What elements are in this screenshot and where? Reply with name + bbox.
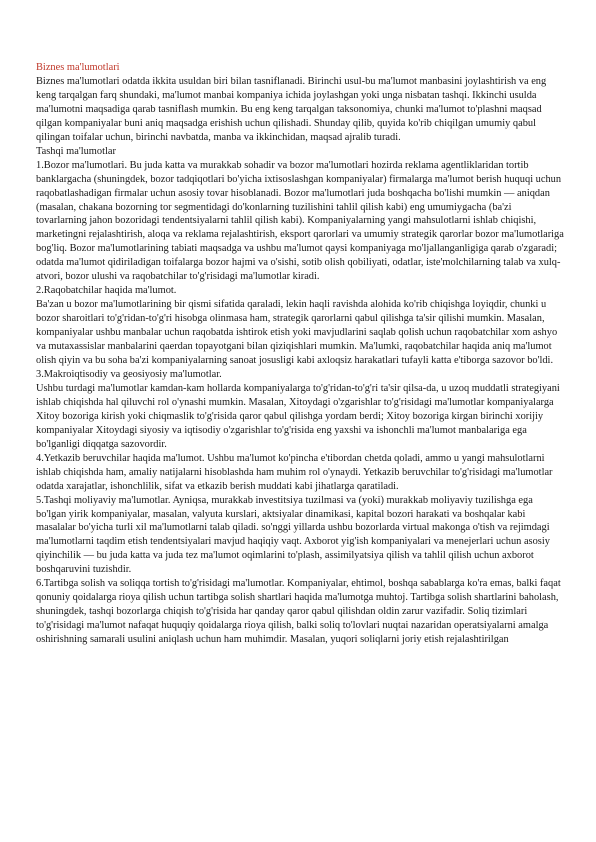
heading-macroeconomic-info: 3.Makroiqtisodiy va geosiyosiy ma'lumotlar. (36, 368, 222, 380)
paragraph-financial-info: 5.Tashqi moliyaviy ma'lumotlar. Ayniqsa, murakkab investitsiya tuzilmasi va (yoki) murakkab moliyaviy tuzilishga ega bo'lgan yirik kompaniyalar, masalan, valyuta kurslari, aktsiyalar dinamikasi, kapital bozori harakati va boshqalar kabi masalalar bo'yicha turli xil ma'lumotlarni talab qiladi. so'nggi yillarda ushbu bozorlarda virtual makonga o'tish va rejimdagi ma'lumotlarni taqdim etish tendentsiyalari mavjud haqiqiy vaqt. Axborot yig'ish kompaniyalari va menejerlari uchun asosiy qiyinchilik — bu juda katta va juda tez ma'lumot oqimlarini to'plash, assimilyatsiya qilish va tahlil qilish uchun axborot boshqaruvini tuzishdir. (36, 494, 550, 576)
paragraph-regulation-info: 6.Tartibga solish va soliqqa tortish to'g'risidagi ma'lumotlar. Kompaniyalar, ehtimol, boshqa sabablarga ko'ra emas, balki faqat qonuniy qoidalarga rioya qilish uchun tartibga solish shartlari haqida ma'lumotga muhtoj. Tartibga solish shartlarini baholash, shuningdek, tashqi bozorlarga chiqish to'g'risida har qanday qaror qabul qilishdan oldin zarur vazifadir. Soliq tizimlari to'g'risidagi ma'lumot nafaqat huquqiy qoidalarga rioya qilish, balki soliq to'lovlari nuqtai nazaridan operatsiyalarni amalga oshirishning samarali usulini aniqlash uchun ham muhimdir. Masalan, yuqori soliqlarni joriy etish rejalashtirilgan (36, 578, 561, 646)
heading-competitor-info: 2.Raqobatchilar haqida ma'lumot. (36, 285, 177, 297)
paragraph-supplier-info: 4.Yetkazib beruvchilar haqida ma'lumot. Ushbu ma'lumot ko'pincha e'tibordan chetda qoladi, ammo u yangi mahsulotlarni ishlab chiqishda ham, amaliy natijalarni hisoblashda ham muhim rol o'ynaydi. Yetkazib beruvchilar to'g'risidagi ma'lumotlar odatda xarajatlar, ishonchlilik, sifat va etkazib berish muddati kabi jihatlarga qaratiladi. (36, 452, 553, 492)
document-title: Biznes ma'lumotlari (36, 62, 120, 73)
section-subheading: Tashqi ma'lumotlar (36, 145, 116, 157)
paragraph-macroeconomic-info: Ushbu turdagi ma'lumotlar kamdan-kam hollarda kompaniyalarga to'g'ridan-to'g'ri ta'sir qilsa-da, u uzoq muddatli strategiyani ishlab chiqishda hal qiluvchi rol o'ynashi mumkin. Masalan, Xitoydagi o'zgarishlar to'g'risidagi ma'lumotlar kompaniyalarga Xitoy bozoriga kirish yoki chiqmaslik to'g'risida qaror qabul qilishga yordam berdi; Xitoy bozoriga kirgan birinchi xorijiy kompaniyalar Xitoydagi siyosiy va iqtisodiy o'zgarishlar to'g'risida eng yaxshi va ishonchli ma'lumot manbalariga ega bo'lganligi diqqatga sazovordir. (36, 382, 560, 450)
document-page (36, 61, 564, 647)
paragraph-competitor-info: Ba'zan u bozor ma'lumotlarining bir qismi sifatida qaraladi, lekin haqli ravishda alohida ko'rib chiqishga loyiqdir, chunki u bozor sharoitlari to'g'ridan-to'g'ri hisobga olinmasa ham, strategik qarorlarni qabul qilishga ta'sir qilishi mumkin. Masalan, kompaniyalar ushbu manbalar uchun raqobatda ishtirok etish yoki mavjudlarini saqlab qolish uchun raqobatchilar xom ashyo va mutaxassislar manbalarini qaerdan topayotgani bilan qiziqishlari mumkin. Ma'lumki, raqobatchilar haqida aniq ma'lumot olish qiyin va bu soha ba'zi kompaniyalarning sanoat josusligi kabi axloqsiz harakatlari tufayli katta e'tiborga sazovor bo'ldi. (36, 299, 558, 367)
intro-paragraph: Biznes ma'lumotlari odatda ikkita usuldan biri bilan tasniflanadi. Birinchi usul-bu ma'lumot manbasini joylashtirish va eng keng tarqalgan farq shundaki, ma'lumot manbai kompaniya ichida joylashgan yoki unga nisbatan tashqi. Ikkinchi usulda ma'lumotni maqsadiga qarab tasniflash mumkin. Bu eng keng tarqalgan taksonomiya, chunki ma'lumot to'plashni maqsad qilgan kompaniyalar buni aniq maqsadga erishish uchun qilishadi. Shunday qilib, quyida ko'rib chiqilgan umumiy qabul qilingan toifalar uchun, birinchi navbatda, manba va ikkinchidan, maqsad ajralib turadi. (36, 75, 547, 143)
paragraph-market-info: 1.Bozor ma'lumotlari. Bu juda katta va murakkab sohadir va bozor ma'lumotlari hozirda reklama agentliklaridan tortib banklargacha (shuningdek, bozor tadqiqotlari bo'yicha ixtisoslashgan kompaniyalar) firmalarga ma'lumot berish huquqi uchun raqobatlashadigan firmalar uchun asosiy tovar hisoblanadi. Bozor ma'lumotlari juda boshqacha bo'lishi mumkin — aniqdan (masalan, chakana bozorning tor segmentidagi do'konlarning tuzilishini tahlil qilish kabi) eng umumiygacha (ba'zi tovarlarning jahon bozoridagi tendentsiyalarni tahlil qilish kabi). Kompaniyalarning yangi mahsulotlarni ishlab chiqishi, marketingni rejalashtirish, aloqa va reklama rejalashtirish, eksport qarorlari va umumiy strategik qarorlar bozor ma'lumotlariga bog'liq. Bozor ma'lumotlarining tabiati maqsadga va ushbu ma'lumot qaysi kompaniyaga mo'ljallanganligiga qarab o'zgaradi; odatda ma'lumot qidiriladigan toifalarga bozor hajmi va o'sishi, sotib olish qobiliyati, odatlar, iste'molchilarning talab va xulq-atvori, bozor ulushi va raqobatchilar to'g'risidagi ma'lumotlar kiradi. (36, 159, 564, 283)
